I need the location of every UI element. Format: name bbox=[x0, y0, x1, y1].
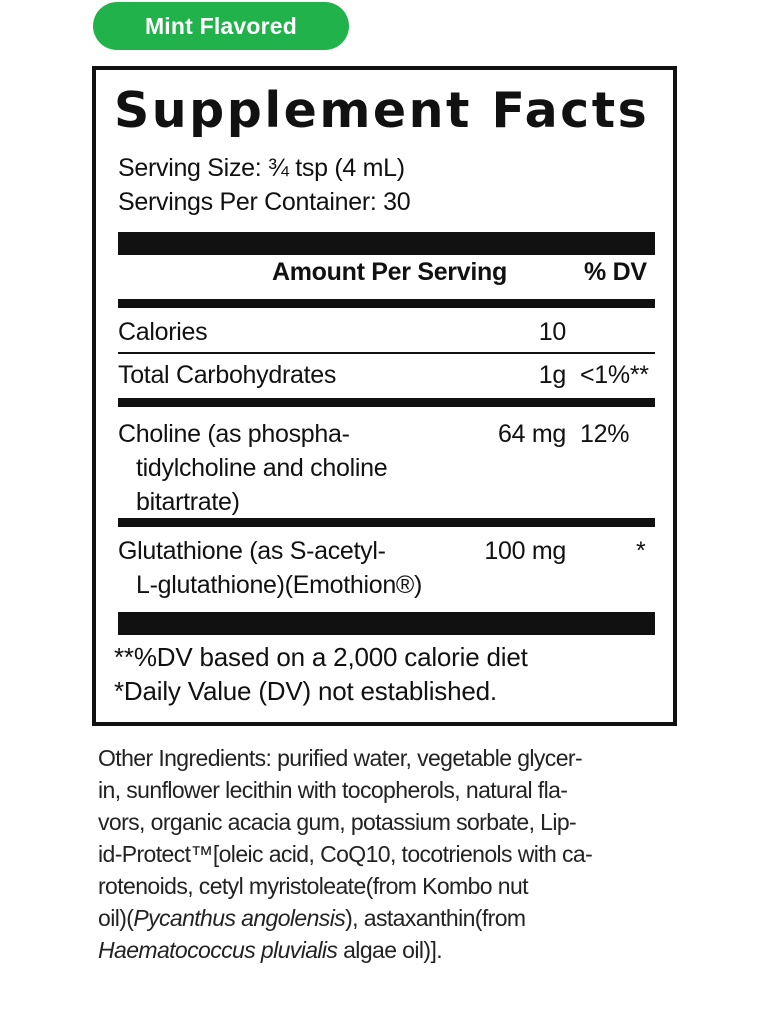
row-calories-amount: 10 bbox=[538, 318, 566, 346]
row-carbs-amount: 1g bbox=[538, 361, 566, 389]
row-choline-name-line: Choline (as phospha- bbox=[118, 420, 350, 448]
row-glutathione-dv: * bbox=[636, 537, 646, 565]
row-glutathione-name-line: L-glutathione)(Emothion®) bbox=[136, 571, 423, 599]
facts-title: Supplement Facts bbox=[114, 82, 650, 139]
row-choline-name-line: tidylcholine and choline bbox=[136, 454, 388, 482]
ingredients-species-name: Haematococcus pluvialis bbox=[98, 937, 338, 963]
ingredients-species-name: Pycanthus angolensis bbox=[133, 905, 346, 931]
supplement-facts-panel bbox=[92, 66, 677, 726]
header-percent-dv: % DV bbox=[584, 258, 647, 286]
divider-medium bbox=[118, 398, 655, 407]
ingredients-line bbox=[98, 934, 678, 966]
ingredients-line: Other Ingredients: purified water, vegetable glycer- bbox=[98, 745, 583, 771]
ingredients-line: rotenoids, cetyl myristoleate(from Kombo nut bbox=[98, 873, 528, 899]
divider-thin bbox=[118, 352, 655, 354]
servings-per-container: Servings Per Container: 30 bbox=[118, 188, 411, 216]
footnote-dv-not-established: *Daily Value (DV) not established. bbox=[114, 676, 497, 706]
row-carbs-dv: <1%** bbox=[580, 361, 649, 389]
row-glutathione-name-line: Glutathione (as S-acetyl- bbox=[118, 537, 386, 565]
divider-thick bbox=[118, 232, 655, 255]
ingredients-line: id-Protect™[oleic acid, CoQ10, tocotrienols with ca- bbox=[98, 841, 593, 867]
row-calories-name: Calories bbox=[118, 318, 208, 346]
row-choline-dv: 12% bbox=[580, 420, 630, 448]
row-carbs-name: Total Carbohydrates bbox=[118, 361, 337, 389]
header-amount-per-serving: Amount Per Serving bbox=[272, 258, 507, 286]
flavor-badge: Mint Flavored bbox=[93, 2, 349, 50]
ingredients-text: algae oil)]. bbox=[337, 937, 443, 963]
row-choline-name-line: bitartrate) bbox=[136, 488, 240, 516]
ingredients-line bbox=[98, 902, 678, 934]
other-ingredients bbox=[98, 742, 678, 966]
ingredients-line: vors, organic acacia gum, potassium sorbate, Lip- bbox=[98, 809, 577, 835]
ingredients-text: oil)( bbox=[98, 905, 134, 931]
divider-thick bbox=[118, 612, 655, 635]
divider-medium bbox=[118, 299, 655, 308]
ingredients-line: in, sunflower lecithin with tocopherols, natural fla- bbox=[98, 777, 568, 803]
row-choline-name bbox=[118, 417, 387, 519]
row-glutathione-amount: 100 mg bbox=[484, 537, 566, 565]
divider-medium bbox=[118, 518, 655, 527]
ingredients-text: ), astaxanthin(from bbox=[345, 905, 526, 931]
serving-size: Serving Size: ¾ tsp (4 mL) bbox=[118, 154, 405, 182]
row-choline-amount: 64 mg bbox=[498, 420, 566, 448]
footnote-dv-basis: **%DV based on a 2,000 calorie diet bbox=[114, 642, 528, 672]
